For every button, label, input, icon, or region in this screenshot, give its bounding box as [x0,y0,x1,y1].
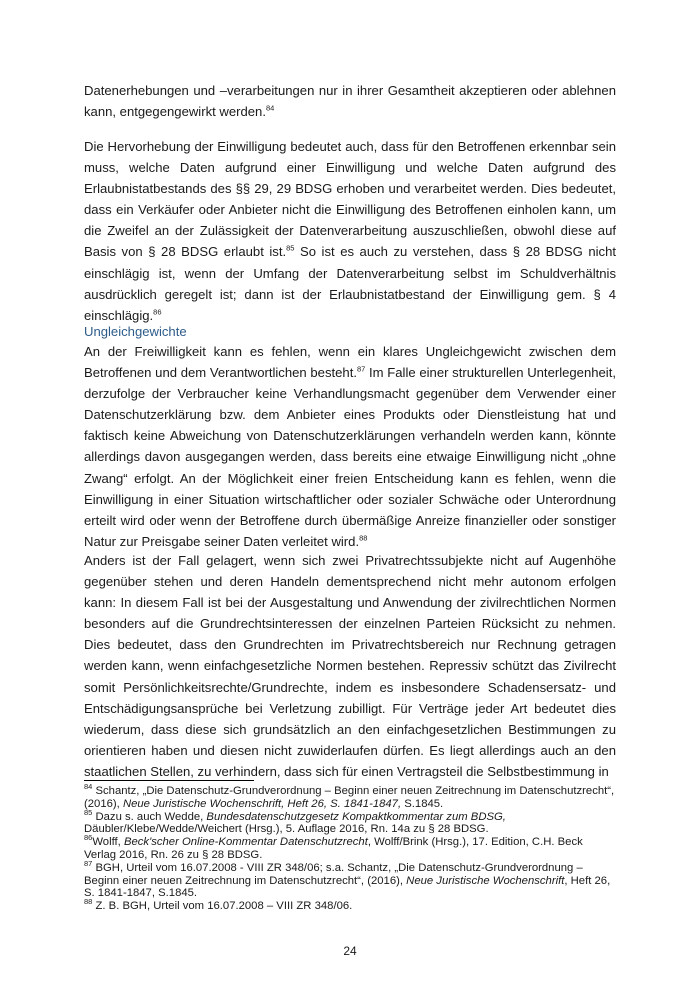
footnote-number: 88 [84,897,93,907]
paragraph-2 [84,136,616,326]
footnote-text: Wolff, [92,836,124,849]
footnote-88 [84,897,616,913]
footnote-text: , Heft 26, S. 1841-1847, S.1845. [84,874,611,900]
footnote-86 [84,833,616,862]
footnote-number: 85 [84,807,93,817]
footnote-italic: Beck'scher Online-Kommentar Datenschutzrecht [123,836,368,849]
footnote-85 [84,807,616,837]
paragraph-1-text: Datenerhebungen und –verarbeitungen nur in ihrer Gesamtheit akzeptieren oder ablehnen kann, entgegengewirkt werden. [84,83,616,120]
paragraph-2-text-b: So ist es auch zu verstehen, dass § 28 BDSG nicht einschlägig ist, wenn der Umfang der Datenverarbeitung selbst im Schuldverhältnis ausdrücklich geregelt ist; dann ist der Erlaubnistatbestand der Einwilligung gem. § 4 einschlägig. [84,244,616,323]
paragraph-1 [84,80,616,122]
footnote-ref-88[interactable]: 88 [359,533,368,543]
footnote-ref-85[interactable]: 85 [286,244,295,254]
footnote-ref-87[interactable]: 87 [356,364,366,374]
footnote-ref-86[interactable]: 86 [153,307,162,317]
section-heading: Ungleichgewichte [84,324,187,339]
paragraph-3-text-b: Im Falle einer strukturellen Unterlegenheit, derzufolge der Verbraucher keine Verhandlungsmacht gegenüber dem Verwender einer Datenschutzerklärung bzw. dem Anbieter eines Produkts oder Dienstleistung hat und faktisch keine Abweichung von Datenschutzerklärungen verhandeln werden kann, könnte allerdings davon ausgegangen werden, dass bereits eine etwaige Einwilligung nicht „ohne Zwang“ erfolgt. An der Möglichkeit einer freien Entscheidung kann es fehlen, wenn die Einwilligung in einer Situation wirtschaftlicher oder sozialer Schwäche oder Unterordnung erteilt wird oder wenn der Betroffene durch übermäßige Anreize finanzieller oder sonstiger Natur zur Preisgabe seiner Daten verleitet wird. [84,365,616,549]
footnote-text: Schantz, „Die Datenschutz-Grundverordnung – Beginn einer neuen Zeitrechnung im Datenschutzrecht“, (2016), [84,785,615,810]
footnotes [84,782,616,913]
page-number: 24 [343,944,357,958]
footnote-84 [84,782,616,811]
footnote-italic: Neue Juristische Wochenschrift, Heft 26, S. 1841-1847, [122,797,402,810]
footnote-number: 84 [84,782,93,792]
footnote-text: , Wolff/Brink (Hrsg.), 17. Edition, C.H. Beck Verlag 2016, Rn. 26 zu § 28 BDSG. [84,836,583,861]
footnote-number: 87 [84,859,93,869]
footnote-italic: Neue Juristische Wochenschrift [406,874,565,887]
footnote-separator [84,780,254,781]
paragraph-3 [84,341,616,552]
footnote-text: Däubler/Klebe/Wedde/Weichert (Hrsg.), 5. Auflage 2016, Rn. 14a zu § 28 BDSG. [84,823,489,836]
footnote-ref-84[interactable]: 84 [265,103,275,113]
footnote-text: S.1845. [401,797,444,810]
footnote-text: Z. B. BGH, Urteil vom 16.07.2008 – VIII ZR 348/06. [92,900,353,913]
footnote-italic: Bundesdatenschutzgesetz Kompaktkommentar zum BDSG, [206,810,506,823]
footnote-number: 86 [84,833,93,843]
footnote-87 [84,859,616,900]
footnote-text: Dazu s. auch Wedde, [92,810,207,823]
paragraph-2-text-a: Die Hervorhebung der Einwilligung bedeutet auch, dass für den Betroffenen erkennbar sein muss, welche Daten aufgrund einer Einwilligung und welche Daten aufgrund des Erlaubnistatbestands des §§ 29, 29 BDSG erhoben und verarbeitet werden. Dies bedeutet, dass ein Verkäufer oder Anbieter nicht die Einwilligung des Betroffenen einholen kann, um die Zweifel an der Zulässigkeit der Datenverarbeitung auszuschließen, obwohl diese auf Basis von § 28 BDSG erlaubt ist. [84,139,616,260]
paragraph-4: Anders ist der Fall gelagert, wenn sich zwei Privatrechtssubjekte nicht auf Augenhöhe gegenüber stehen und deren Handeln dementsprechend nicht mehr autonom erfolgen kann: In diesem Fall ist bei der Ausgestaltung und Anwendung der zivilrechtlichen Normen besonders auf die Grundrechtsinteressen der einzelnen Parteien Rücksicht zu nehmen. Dies bedeutet, dass den Grundrechten im Privatrechtsbereich nur Rechnung getragen werden kann, wenn einfachgesetzliche Normen bestehen. Repressiv schützt das Zivilrecht somit Persönlichkeitsrechte/Grundrechte, indem es insbesondere Schadensersatz- und Entschädigungsansprüche bei Verletzung zubilligt. Für Verträge jeder Art bedeutet dies wiederum, dass diese sich grundsätzlich an den einfachgesetzlichen Bestimmungen zu orientieren haben und diesen nicht zuwiderlaufen dürfen. Es liegt allerdings auch an den staatlichen Stellen, zu verhindern, dass sich für einen Vertragsteil die Selbstbestimmung in [84,553,616,779]
paragraph-3-text-a: An der Freiwilligkeit kann es fehlen, wenn ein klares Ungleichgewicht zwischen dem Betroffenen und dem Verantwortlichen besteht. [84,344,616,381]
footnote-text: BGH, Urteil vom 16.07.2008 - VIII ZR 348/06; s.a. Schantz, „Die Datenschutz-Grundverordnung – Beginn einer neuen Zeitrechnung im Datenschutzrecht“, (2016), [84,861,583,887]
